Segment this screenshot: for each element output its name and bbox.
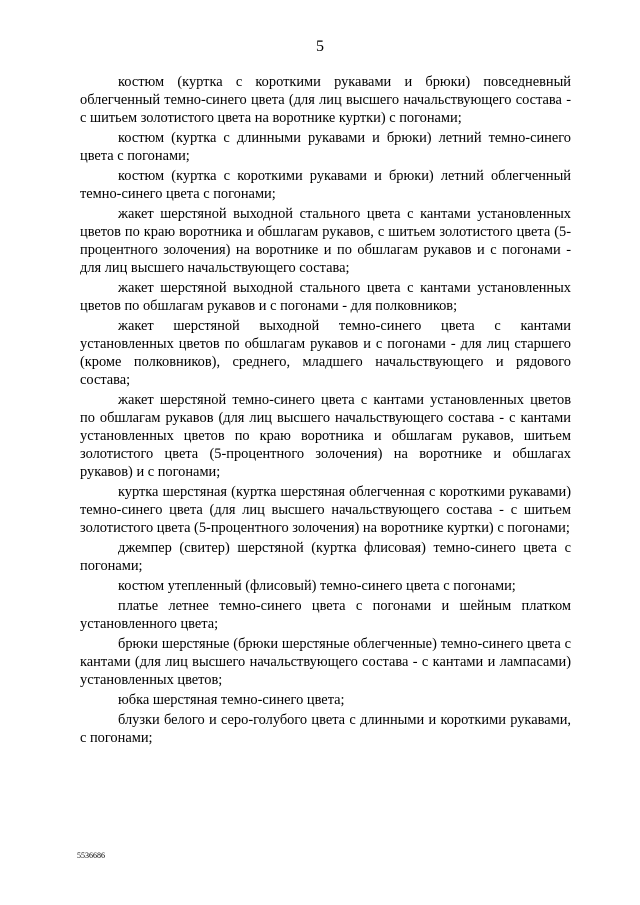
paragraph: костюм (куртка с длинными рукавами и брюки) летний темно-синего цвета с погонами; <box>80 130 571 164</box>
document-code: 5536686 <box>77 851 105 860</box>
paragraph: брюки шерстяные (брюки шерстяные облегченные) темно-синего цвета с кантами (для лиц высшего начальствующего состава - с кантами и лампасами) установленных цветов; <box>80 636 571 688</box>
paragraph: костюм (куртка с короткими рукавами и брюки) летний облегченный темно-синего цвета с погонами; <box>80 168 571 202</box>
paragraph: джемпер (свитер) шерстяной (куртка флисовая) темно-синего цвета с погонами; <box>80 540 571 574</box>
page-number: 5 <box>316 38 324 55</box>
paragraph: жакет шерстяной выходной стального цвета с кантами установленных цветов по обшлагам рукавов и с погонами - для полковников; <box>80 280 571 314</box>
paragraph: костюм утепленный (флисовый) темно-синего цвета с погонами; <box>118 578 516 594</box>
paragraph: юбка шерстяная темно-синего цвета; <box>118 692 345 708</box>
paragraph: костюм (куртка с короткими рукавами и брюки) повседневный облегченный темно-синего цвета (для лиц высшего начальствующего состава - с шитьем золотистого цвета на воротнике куртки) с погонами; <box>80 74 571 126</box>
document-body <box>80 73 571 749</box>
paragraph: куртка шерстяная (куртка шерстяная облегченная с короткими рукавами) темно-синего цвета (для лиц высшего начальствующего состава - с шитьем золотистого цвета (5-процентного золочения) на воротнике куртки) с погонами; <box>80 484 571 536</box>
paragraph: жакет шерстяной выходной стального цвета с кантами установленных цветов по краю воротника и обшлагам рукавов, с шитьем золотистого цвета (5-процентного золочения) на воротнике и по обшлагам рукавов и с погонами - для лиц высшего начальствующего состава; <box>80 206 571 276</box>
paragraph: платье летнее темно-синего цвета с погонами и шейным платком установленного цвета; <box>80 598 571 632</box>
paragraph: жакет шерстяной темно-синего цвета с кантами установленных цветов по обшлагам рукавов (для лиц высшего начальствующего состава - с кантами установленных цветов по краю воротника и обшлагам рукавов, шитьем золотистого цвета (5-процентного золочения) на воротнике и обшлагах рукавов) и с погонами; <box>80 392 571 480</box>
paragraph: жакет шерстяной выходной темно-синего цвета с кантами установленных цветов по обшлагам рукавов и с погонами - для лиц старшего (кроме полковников), среднего, младшего начальствующего и рядового состава; <box>80 318 571 388</box>
paragraph: блузки белого и серо-голубого цвета с длинными и короткими рукавами, с погонами; <box>80 712 571 746</box>
